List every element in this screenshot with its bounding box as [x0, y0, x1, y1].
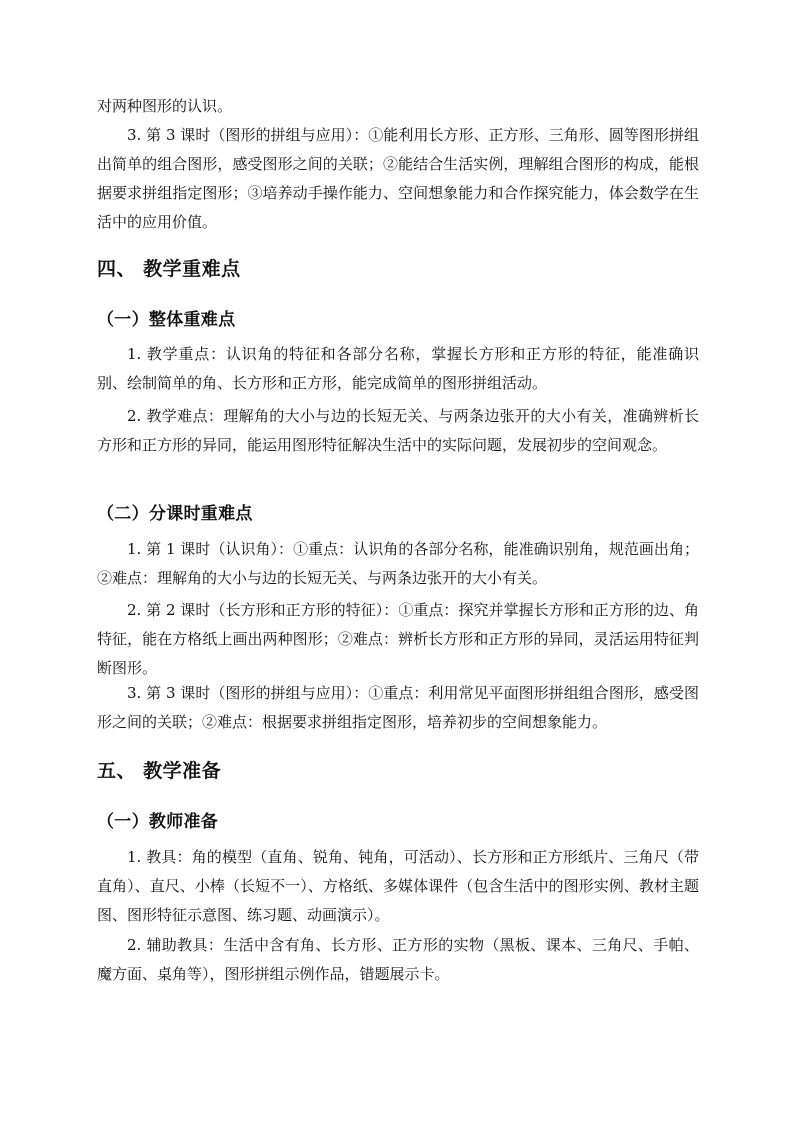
paragraph-teaching-difficulty: 2. 教学难点：理解角的大小与边的长短无关、与两条边张开的大小有关，准确辨析长方形和正方形的异同，能运用图形特征解决生活中的实际问题，发展初步的空间观念。 [97, 407, 699, 454]
paragraph-continued: 对两种图形的认识。 [97, 97, 233, 115]
paragraph-lesson3-key-points: 3. 第 3 课时（图形的拼组与应用）：①重点：利用常见平面图形拼组组合图形，感受图形之间的关联；②难点：根据要求拼组指定图形，培养初步的空间想象能力。 [97, 684, 699, 731]
subheading-overall-key-points: （一）整体重难点 [97, 310, 236, 330]
paragraph-teaching-key-point: 1. 教学重点：认识角的特征和各部分名称，掌握长方形和正方形的特征，能准确识别、绘制简单的角、长方形和正方形，能完成简单的图形拼组活动。 [97, 345, 699, 392]
paragraph-teaching-tools: 1. 教具：角的模型（直角、锐角、钝角，可活动）、长方形和正方形纸片、三角尺（带直角）、直尺、小棒（长短不一）、方格纸、多媒体课件（包含生活中的图形实例、教材主题图、图形特征示意图、练习题、动画演示）。 [97, 848, 699, 924]
paragraph-auxiliary-tools: 2. 辅助教具：生活中含有角、长方形、正方形的实物（黑板、课本、三角尺、手帕、魔方面、桌角等），图形拼组示例作品，错题展示卡。 [97, 936, 699, 983]
subheading-teacher-preparation: （一）教师准备 [97, 812, 219, 832]
section-heading-key-difficult-points: 四、 教学重难点 [97, 258, 241, 280]
subheading-per-lesson-key-points: （二）分课时重难点 [97, 504, 253, 524]
paragraph-lesson1-key-points: 1. 第 1 课时（认识角）：①重点：认识角的各部分名称，能准确识别角，规范画出角；②难点：理解角的大小与边的长短无关、与两条边张开的大小有关。 [97, 540, 699, 587]
paragraph-lesson3-goal: 3. 第 3 课时（图形的拼组与应用）：①能利用长方形、正方形、三角形、圆等图形拼组出简单的组合图形，感受图形之间的关联；②能结合生活实例，理解组合图形的构成，能根据要求拼组指定图形；③培养动手操作能力、空间想象能力和合作探究能力，体会数学在生活中的应用价值。 [97, 126, 699, 231]
section-heading-teaching-preparation: 五、 教学准备 [97, 760, 222, 782]
paragraph-lesson2-key-points: 2. 第 2 课时（长方形和正方形的特征）：①重点：探究并掌握长方形和正方形的边、角特征，能在方格纸上画出两种图形；②难点：辨析长方形和正方形的异同，灵活运用特征判断图形。 [97, 601, 699, 677]
